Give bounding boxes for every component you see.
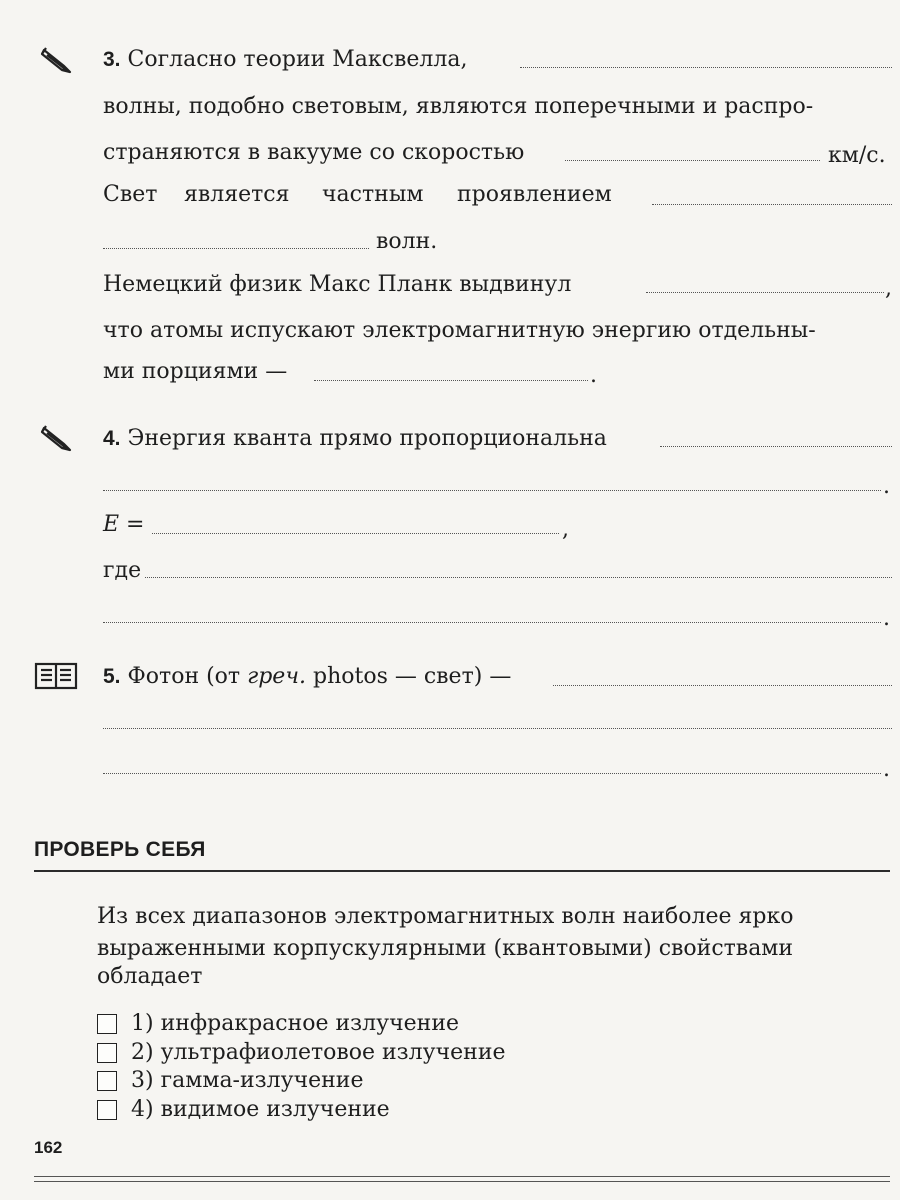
task3-line8: ми порциями — (103, 359, 288, 384)
task5-blank-2[interactable] (103, 728, 892, 729)
task3-blank-3[interactable] (103, 248, 369, 249)
task3-line7: что атомы испускают электромагнитную энергию отдельны- (103, 318, 816, 343)
task3-number: 3. (103, 48, 121, 71)
task3-line1: 3. Согласно теории Максвелла, (103, 47, 468, 72)
footer-rule-2 (34, 1181, 890, 1182)
page-number: 162 (34, 1138, 63, 1157)
task4-where-period: . (883, 606, 890, 631)
heading-rule (34, 870, 890, 872)
task3-line5: волн. (376, 229, 438, 254)
task4-period: . (883, 474, 890, 499)
task5-blank-1[interactable] (553, 685, 892, 686)
pencil-icon (38, 424, 74, 454)
option-3-label: 3) гамма-излучение (131, 1068, 364, 1093)
option-2-checkbox[interactable] (97, 1043, 117, 1063)
task3-line2: волны, подобно световым, являются поперечными и распро- (103, 94, 814, 119)
task3-word-3: частным (322, 182, 424, 207)
question-line-3: обладает (97, 964, 203, 989)
task4-blank-where-2[interactable] (103, 622, 881, 623)
task3-word-4: проявлением (457, 182, 612, 207)
task3-blank-2[interactable] (652, 204, 892, 205)
question-line-2: выраженными корпускулярными (квантовыми) свойствами (97, 936, 794, 961)
option-1-label: 1) инфракрасное излучение (131, 1011, 460, 1036)
task5-line1: 5. Фотон (от греч. photos — свет) — (103, 664, 512, 689)
option-4-checkbox[interactable] (97, 1100, 117, 1120)
task3-blank-quanta[interactable] (314, 380, 588, 381)
task3-word-2: является (184, 182, 290, 207)
task4-formula: E = (103, 512, 145, 537)
task3-word-1: Свет (103, 182, 158, 207)
task5-blank-3[interactable] (103, 773, 881, 774)
task3-line6: Немецкий физик Макс Планк выдвинул (103, 272, 572, 297)
task4-blank-where[interactable] (145, 577, 892, 578)
task3-unit: км/с. (828, 143, 886, 168)
task4-comma: , (562, 517, 569, 542)
option-1-checkbox[interactable] (97, 1014, 117, 1034)
task3-blank-speed[interactable] (565, 160, 820, 161)
option-2-label: 2) ультрафиолетовое излучение (131, 1040, 506, 1065)
task4-where: где (103, 558, 142, 583)
task4-blank-formula[interactable] (152, 533, 559, 534)
book-icon (34, 660, 78, 692)
task3-period: . (590, 363, 597, 388)
option-3-checkbox[interactable] (97, 1071, 117, 1091)
task5-period: . (883, 757, 890, 782)
task4-number: 4. (103, 427, 121, 450)
option-4-label: 4) видимое излучение (131, 1097, 390, 1122)
pencil-icon (38, 46, 74, 76)
question-line-1: Из всех диапазонов электромагнитных волн наиболее ярко (97, 904, 794, 929)
footer-rule-1 (34, 1176, 890, 1177)
energy-symbol: E (103, 512, 120, 537)
task4-blank-1[interactable] (660, 446, 892, 447)
task4-blank-2[interactable] (103, 490, 881, 491)
task5-number: 5. (103, 665, 121, 688)
task3-blank-1[interactable] (520, 67, 892, 68)
task3-line3: страняются в вакууме со скоростью (103, 140, 525, 165)
task3-blank-hypothesis[interactable] (646, 292, 884, 293)
check-heading: ПРОВЕРЬ СЕБЯ (34, 838, 206, 861)
task4-line1: 4. Энергия кванта прямо пропорциональна (103, 426, 607, 451)
task3-comma: , (885, 276, 892, 301)
